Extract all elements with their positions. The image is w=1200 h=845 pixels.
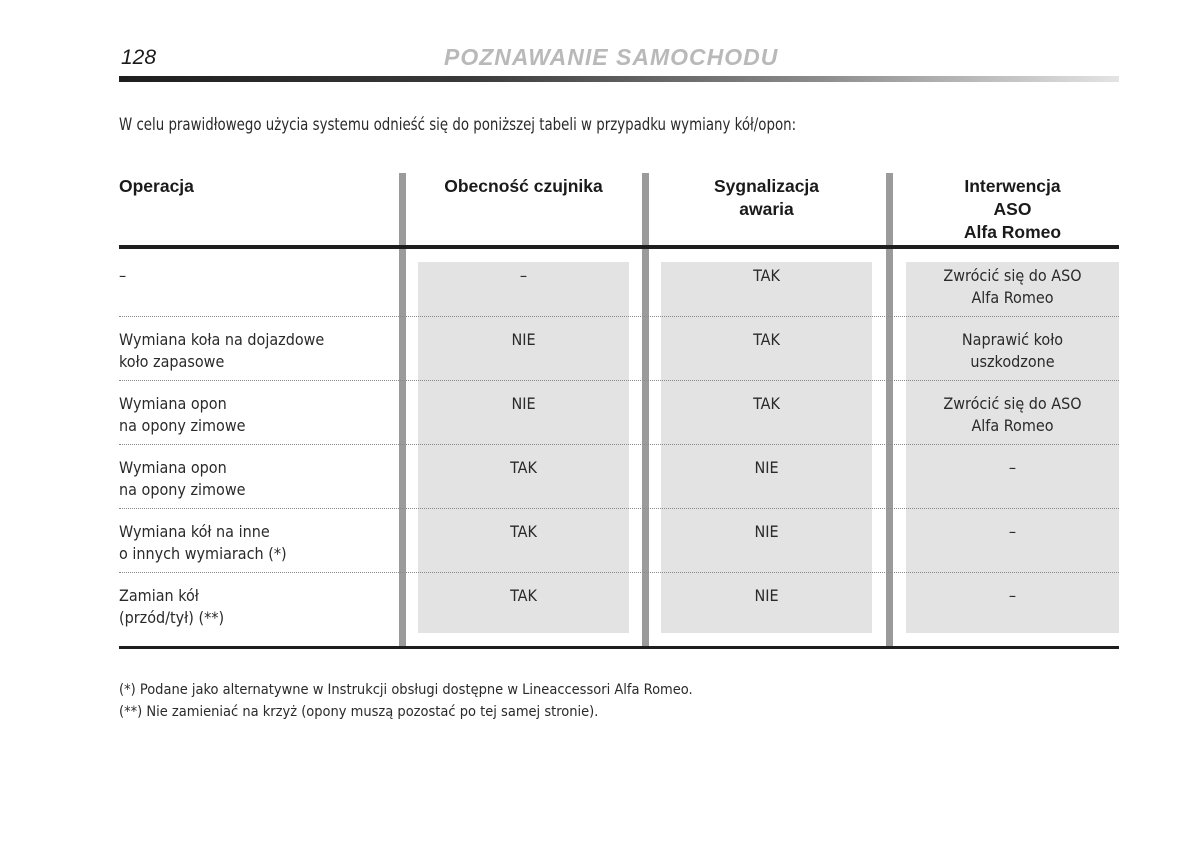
header-operation: Operacja bbox=[119, 176, 194, 196]
cell-operation: – bbox=[119, 266, 127, 285]
table-row bbox=[119, 317, 1119, 381]
cell-signal: TAK bbox=[753, 266, 780, 285]
cell-signal: NIE bbox=[754, 522, 779, 541]
cell-service: Zwrócić się do ASO Alfa Romeo bbox=[943, 266, 1082, 307]
cell-operation: Zamian kół (przód/tył) (**) bbox=[119, 586, 225, 627]
cell-service: Naprawić koło uszkodzone bbox=[961, 330, 1064, 371]
cell-signal: TAK bbox=[753, 394, 780, 413]
table-bottom-rule bbox=[119, 646, 1119, 649]
header-service-line: Interwencja bbox=[964, 176, 1061, 196]
cell-operation: Wymiana opon na opony zimowe bbox=[119, 394, 246, 435]
table-header-rule bbox=[119, 245, 1119, 249]
cell-operation: Wymiana kół na inne o innych wymiarach (*) bbox=[119, 522, 287, 563]
table-row bbox=[119, 445, 1119, 509]
cell-signal: NIE bbox=[754, 458, 779, 477]
header-signal-line: awaria bbox=[739, 199, 794, 219]
header-signal-line: Sygnalizacja bbox=[713, 176, 820, 196]
cell-operation: Wymiana opon na opony zimowe bbox=[119, 458, 246, 499]
cell-service: – bbox=[1008, 586, 1017, 605]
cell-sensor: – bbox=[519, 266, 528, 285]
section-title: POZNAWANIE SAMOCHODU bbox=[444, 44, 779, 70]
header-service bbox=[906, 175, 1119, 244]
header-rule bbox=[119, 76, 1119, 82]
cell-operation: Wymiana koła na dojazdowe koło zapasowe bbox=[119, 330, 325, 371]
cell-sensor: NIE bbox=[511, 394, 536, 413]
cell-sensor: TAK bbox=[510, 522, 537, 541]
cell-signal: NIE bbox=[754, 586, 779, 605]
header-signal bbox=[661, 175, 872, 221]
cell-sensor: NIE bbox=[511, 330, 536, 349]
header-service-line: Alfa Romeo bbox=[963, 222, 1062, 242]
table-row bbox=[119, 381, 1119, 445]
table-row bbox=[119, 573, 1119, 637]
cell-service: – bbox=[1008, 458, 1017, 477]
page-number: 128 bbox=[121, 46, 157, 69]
footnote: (**) Nie zamieniać na krzyż (opony muszą pozostać po tej samej stronie). bbox=[119, 704, 599, 720]
header-sensor: Obecność czujnika bbox=[444, 176, 603, 196]
table-row bbox=[119, 253, 1119, 317]
footnotes bbox=[119, 679, 693, 723]
cell-sensor: TAK bbox=[510, 458, 537, 477]
cell-service: Zwrócić się do ASO Alfa Romeo bbox=[943, 394, 1082, 435]
table-row bbox=[119, 509, 1119, 573]
cell-signal: TAK bbox=[753, 330, 780, 349]
header-service-line: ASO bbox=[993, 199, 1032, 219]
intro-text: W celu prawidłowego użycia systemu odnieść się do poniższej tabeli w przypadku wymiany kół/opon: bbox=[119, 115, 797, 134]
cell-sensor: TAK bbox=[510, 586, 537, 605]
cell-service: – bbox=[1008, 522, 1017, 541]
footnote: (*) Podane jako alternatywne w Instrukcji obsługi dostępne w Lineaccessori Alfa Romeo. bbox=[119, 682, 693, 698]
